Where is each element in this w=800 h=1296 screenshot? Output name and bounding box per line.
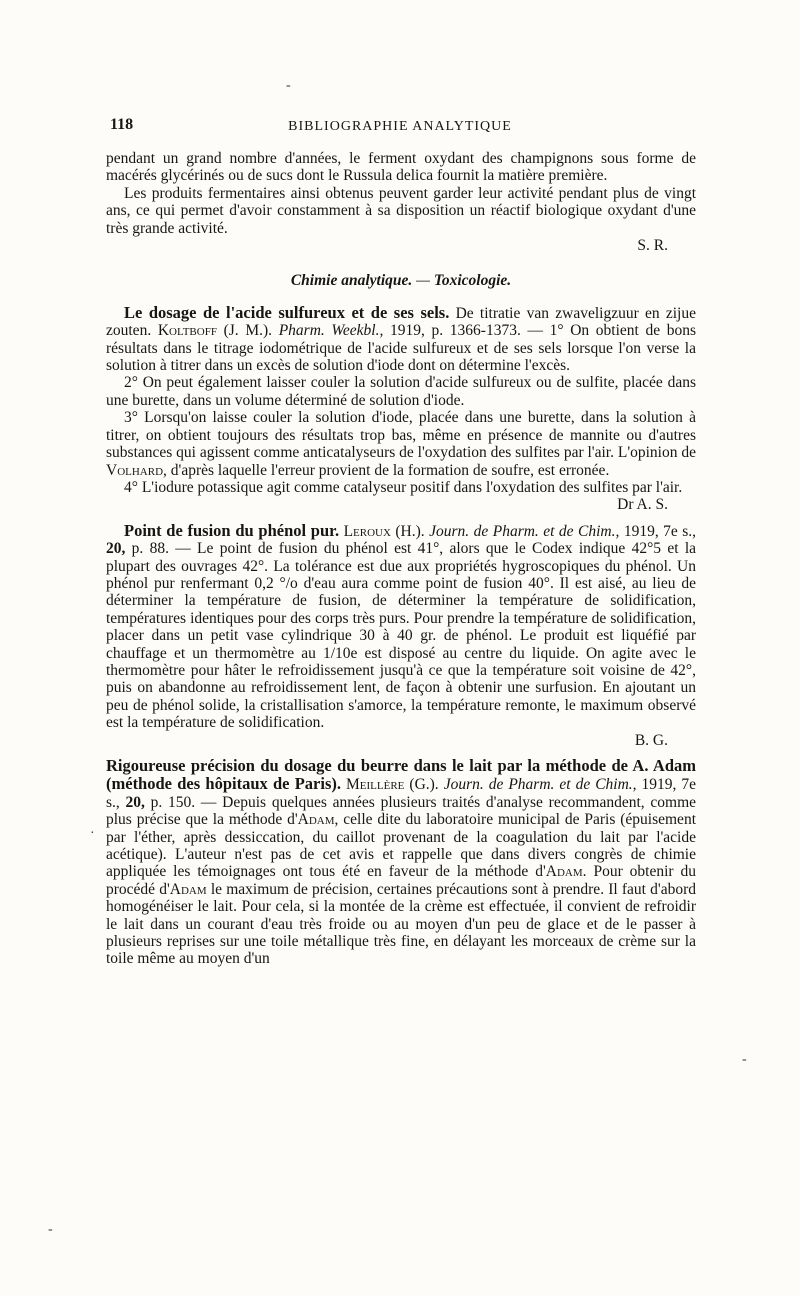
page-number: 118 <box>110 116 134 133</box>
article-signature-line <box>106 496 696 513</box>
article-reference-page: p. 88. <box>131 540 169 558</box>
article-title: Le dosage de l'acide sulfureux et de ses sels. <box>124 302 450 322</box>
section-heading-dash: — <box>416 272 430 290</box>
page-header <box>106 116 694 140</box>
section-heading-left: Chimie analytique. <box>290 272 413 290</box>
article-title: Rigoureuse précision du dosage du beurre dans le lait par la méthode de A. Adam (méthode des hôpitaux de Paris). <box>106 756 696 794</box>
article-author: Meillère <box>346 776 405 794</box>
intro-signature: S. R. <box>637 237 668 255</box>
article-text: le maximum de précision, certaines précautions sont à prendre. Il faut d'abord homogénéiser le lait. Pour cela, si la montée de la crème est effectuée, il convient de refroidir le lait dans un courant d'eau très froide ou au moyen d'un peu de glace et de le passer à plusieurs reprises sur une toile métallique très fine, en délayant les morceaux de crème sur la toile même au moyen d'un <box>106 880 696 968</box>
running-title: BIBLIOGRAPHIE ANALYTIQUE <box>288 119 512 134</box>
article-author-initials: (H.). <box>395 522 425 540</box>
page-body <box>106 150 696 968</box>
article-text: . Pour obtenir du procédé d' <box>106 863 697 898</box>
article-phenol <box>106 522 696 749</box>
article-journal: Pharm. Weekbl., <box>278 322 384 340</box>
article-reference-page: p. 150. <box>150 793 196 811</box>
article-text: , celle dite du laboratoire municipal de Paris (épuisement par l'éther, après dessiccation, du caillot provenant de la coagulation du lait par l'acide acétique). L'auteur n'est pas de cet avis et rappelle que dans divers congrès de chimie appliquée les témoignages ont tous été en faveur de la méthode d' <box>106 811 696 881</box>
section-heading-right: Toxicologie. <box>433 272 512 290</box>
article-sulfurous-acid <box>106 304 696 514</box>
article-paragraph: 2° On peut également laisser couler la solution d'acide sulfureux ou de sulfite, placée dans une burette, dans un volume déterminé de solution d'iode. <box>106 374 696 409</box>
article-author: Leroux <box>343 522 391 540</box>
article-author-initials: (G.). <box>409 776 439 794</box>
stray-mark-left: · <box>90 826 95 841</box>
article-signature: Dr A. S. <box>617 496 668 514</box>
article-journal: Journ. de Pharm. et de Chim., <box>443 776 637 794</box>
article-author-initials: (J. M.). <box>223 322 273 340</box>
intro-paragraph-2: Les produits fermentaires ainsi obtenus peuvent garder leur activité pendant plus de vingt ans, ce qui permet d'avoir constamment à sa disposition un réactif biologique oxydant d'une très grande activité. <box>106 184 696 237</box>
cited-author: Adam <box>297 811 335 829</box>
article-reference-text: De titratie van zwaveligzuur en zijue zouten. <box>106 304 696 340</box>
article-text: — Depuis quelques années plusieurs traités d'analyse recommandent, comme plus précise que la méthode d' <box>106 793 697 829</box>
article-title: Point de fusion du phénol pur. <box>124 520 340 540</box>
article-text: , d'après laquelle l'erreur provient de la formation de soufre, est erronée. <box>163 461 610 479</box>
article-reference-year: 1919, 7e s., <box>623 522 697 540</box>
cited-author: Adam <box>545 863 583 881</box>
intro-signature-line <box>106 237 696 254</box>
article-paragraph: 4° L'iodure potassique agit comme catalyseur positif dans l'oxydation des sulfites par l'air. <box>124 478 683 496</box>
article-author: Koltboff <box>157 322 217 340</box>
article-butter-dosage <box>106 757 696 968</box>
article-journal: Journ. de Pharm. et de Chim., <box>429 522 620 540</box>
article-signature: B. G. <box>634 731 668 749</box>
article-signature-line <box>106 732 696 749</box>
intro-paragraph-1: pendant un grand nombre d'années, le ferment oxydant des champignons sous forme de macérés glycérinés ou de sucs dont le Russula delica fournit la matière première. <box>106 150 696 185</box>
cited-author: Volhard <box>106 461 164 479</box>
stray-mark-right: - <box>742 1052 747 1067</box>
article-text: 3° Lorsqu'on laisse couler la solution d'iode, placée dans une burette, dans la solution à titrer, on obtient toujours des résultats trop bas, même en présence de mannite ou d'autres substances qui agissent comme anticatalyseurs de l'oxydation des sulfites par l'air. L'opinion de <box>106 409 696 462</box>
article-text: 1919, p. 1366-1373. — 1° On obtient de bons résultats dans le titrage iodométrique de l'acide sulfureux et de ses sels lorsque l'on verse la solution à titrer dans un excès de solution d'iode dont on détermine l'excès. <box>106 322 697 375</box>
stray-mark-top: - <box>286 78 291 93</box>
article-reference-year: 1919, 7e s., <box>106 776 697 811</box>
article-text: — Le point de fusion du phénol est 41°, alors que le Codex indique 42°5 et la plupart des ouvrages 42°. La tolérance est due aux propriétés hygroscopiques du phénol. Un phénol pur renfermant 0,2 °/o d'eau aura comme point de fusion 40°. Il est aisé, au lieu de déterminer la température de fusion, de déterminer la température de solidification, températures identiques pour des corps très purs. Pour prendre la température de solidification, placer dans un petit vase cylindrique 30 à 40 gr. de phénol. Le produit est liquéfié par chauffage et un thermomètre au 1/10e est disposé au centre du liquide. On agite avec le thermomètre pour hâter le refroidissement jusqu'à ce que la température soit voisine de 42°, puis on abandonne au refroidissement lent, de façon à obtenir une surfusion. En ajoutant un peu de phénol solide, la cristallisation s'amorce, la température remonte, le maximum observé est la température de solidification. <box>106 540 697 732</box>
article-reference-volume: 20, <box>106 540 126 558</box>
section-heading <box>106 272 696 289</box>
stray-mark-bottom: - <box>48 1222 53 1237</box>
article-reference-volume: 20, <box>125 793 145 811</box>
cited-author: Adam <box>169 880 207 898</box>
